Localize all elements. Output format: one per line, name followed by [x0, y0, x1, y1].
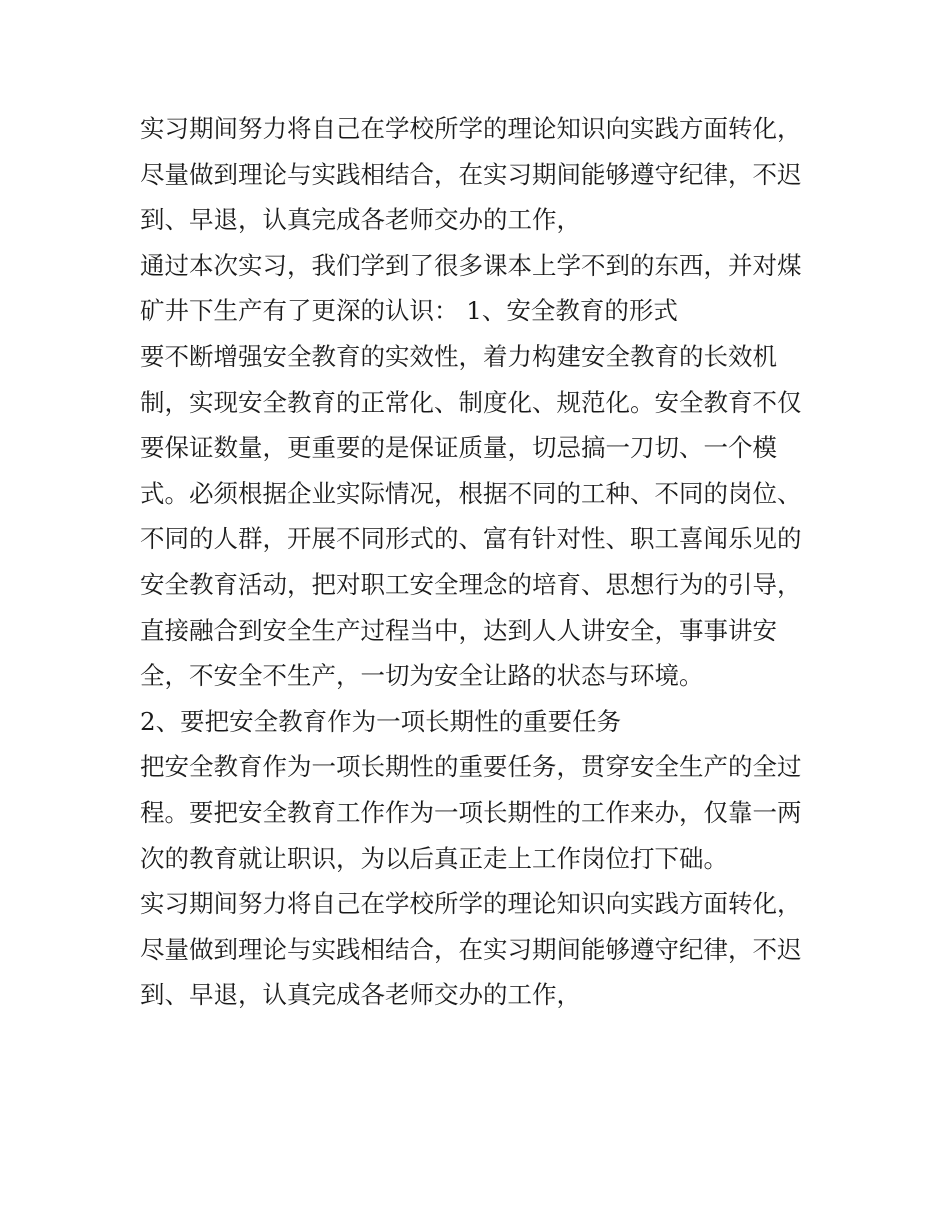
text-line: 矿井下生产有了更深的认识： 1、安全教育的形式 — [140, 296, 678, 326]
document-body — [140, 106, 820, 1018]
text-line: 通过本次实习，我们学到了很多课本上学不到的东西，并对煤 — [140, 250, 802, 280]
section-heading: 2、要把安全教育作为一项长期性的重要任务 — [140, 706, 622, 736]
text-line: 到、早退，认真完成各老师交办的工作， — [140, 205, 581, 235]
text-line: 要不断增强安全教育的实效性，着力构建安全教育的长效机 — [140, 341, 777, 371]
text-line: 实习期间努力将自己在学校所学的理论知识向实践方面转化， — [140, 114, 802, 143]
text-line: 实习期间努力将自己在学校所学的理论知识向实践方面转化， — [140, 889, 802, 919]
text-line: 直接融合到安全生产过程当中，达到人人讲安全，事事讲安 — [140, 615, 777, 645]
text-line: 尽量做到理论与实践相结合，在实习期间能够遵守纪律，不迟 — [140, 934, 802, 964]
text-line: 要保证数量，更重要的是保证质量，切忌搞一刀切、一个模 — [140, 433, 777, 463]
text-line: 次的教育就让职识，为以后真正走上工作岗位打下础。 — [140, 843, 728, 873]
text-line: 不同的人群，开展不同形式的、富有针对性、职工喜闻乐见的 — [140, 524, 802, 554]
text-line: 尽量做到理论与实践相结合，在实习期间能够遵守纪律，不迟 — [140, 159, 802, 189]
text-line: 到、早退，认真完成各老师交办的工作， — [140, 980, 581, 1010]
text-line: 程。要把安全教育工作作为一项长期性的工作来办，仅靠一两 — [140, 797, 802, 827]
text-line: 把安全教育作为一项长期性的重要任务，贯穿安全生产的全过 — [140, 752, 802, 782]
text-line: 全，不安全不生产，一切为安全让路的状态与环境。 — [140, 661, 704, 691]
text-line: 式。必须根据企业实际情况，根据不同的工种、不同的岗位、 — [140, 478, 802, 508]
text-line: 制，实现安全教育的正常化、制度化、规范化。安全教育不仅 — [140, 387, 802, 417]
text-line: 安全教育活动，把对职工安全理念的培育、思想行为的引导， — [140, 569, 802, 599]
